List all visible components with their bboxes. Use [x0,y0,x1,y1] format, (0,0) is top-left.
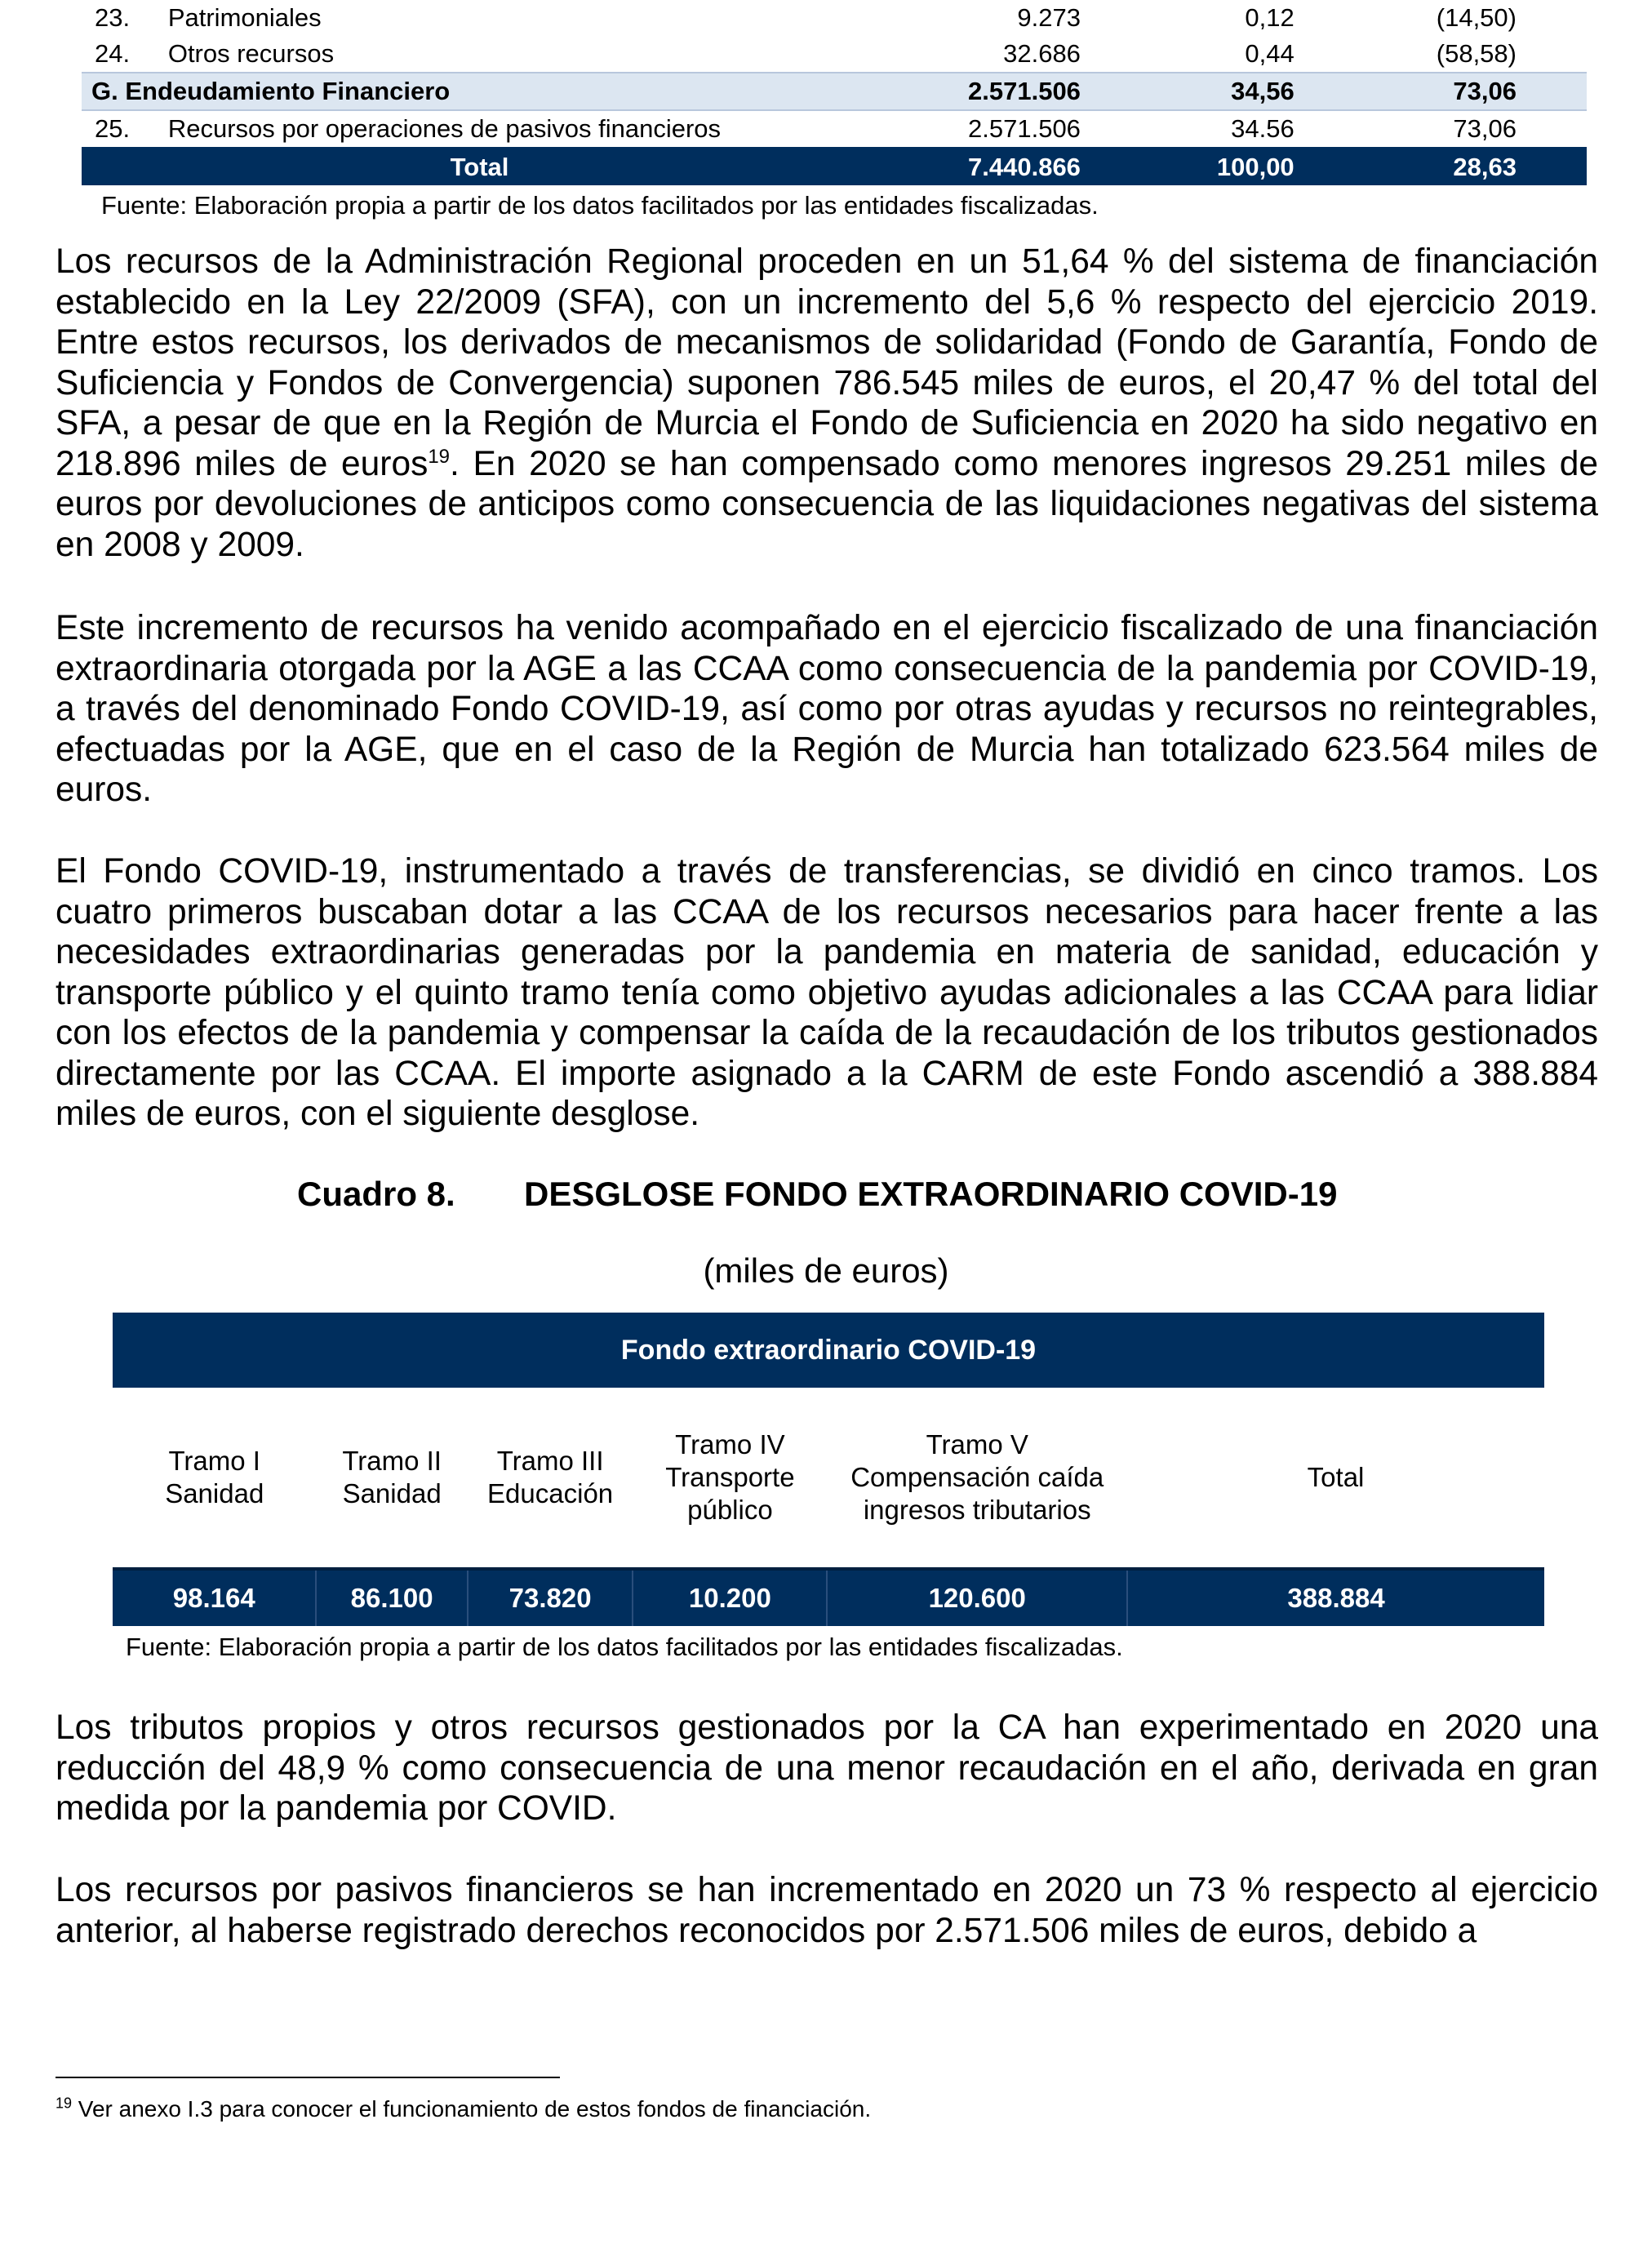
row-number: 24. [95,39,131,68]
column-header: Tramo II Sanidad [342,1446,442,1508]
table-source-note: Fuente: Elaboración propia a partir de los datos facilitados por las entidades fiscalizadas. [101,191,1099,220]
row-value: 2.571.506 [968,114,1081,143]
column-header: Tramo V Compensación caída ingresos tributarios [850,1429,1104,1525]
row-percent: 0,12 [1245,3,1295,32]
column-header: Tramo IV Transporte público [665,1429,795,1525]
caption-title: DESGLOSE FONDO EXTRAORDINARIO COVID-19 [524,1175,1338,1213]
paragraph-covid-financing: Este incremento de recursos ha venido acompañado en el ejercicio fiscalizado de una financiación extraordinaria otorgada por la AGE a las CCAA como consecuencia de la pandemia por COVID-19, a través del denominado Fondo COVID-19, así como por otras ayudas y recursos no reintegrables, efectuadas por la AGE, que en el caso de la Región de Murcia han totalizado 623.564 miles de euros. [56,609,1598,809]
footnote-divider [56,2077,560,2078]
column-header: Total [1307,1462,1365,1492]
row-percent: 34.56 [1231,114,1295,143]
values-row [113,1569,1544,1626]
table-row [82,36,1587,73]
value-cell: 120.600 [827,1569,1127,1626]
group-variation: 73,06 [1306,73,1587,110]
group-value: 2.571.506 [871,73,1092,110]
row-label: Otros recursos [167,39,335,68]
value-cell: 73.820 [468,1569,633,1626]
total-variation: 28,63 [1306,149,1587,186]
table-source-note: Fuente: Elaboración propia a partir de los datos facilitados por las entidades fiscalizadas. [126,1633,1123,1661]
row-variation: (58,58) [1436,39,1517,68]
row-number: 23. [95,3,131,32]
row-label: Patrimoniales [167,3,322,32]
total-percent: 100,00 [1092,149,1306,186]
row-value: 9.273 [1017,3,1081,32]
table-header: Fondo extraordinario COVID-19 [113,1313,1544,1388]
total-label: Total [82,149,871,186]
column-headers [113,1388,1544,1569]
total-row [82,149,1587,186]
row-label: Recursos por operaciones de pasivos financieros [167,114,722,143]
paragraph-own-taxes: Los tributos propios y otros recursos gestionados por la CA han experimentado en 2020 una reducción del 48,9 % como consecuencia de una menor recaudación en el año, derivada en gran medida por la pandemia por COVID. [56,1708,1598,1828]
column-header: Tramo I Sanidad [165,1446,264,1508]
row-variation: 73,06 [1453,114,1517,143]
row-value: 32.686 [1003,39,1081,68]
paragraph-text: . En 2020 se han compensado como menores ingresos 29.251 miles de euros por devoluciones de anticipos como consecuencia de las liquidaciones negativas del sistema en 2008 y 2009. [56,444,1598,564]
paragraph-financial-liabilities: Los recursos por pasivos financieros se han incrementado en 2020 un 73 % respecto al ejercicio anterior, al haberse registrado derechos reconocidos por 2.571.506 miles de euros, debido a [56,1871,1598,1950]
group-row-endeudamiento [82,73,1587,110]
table-unit: (miles de euros) [703,1251,949,1290]
row-number: 25. [95,114,131,143]
group-label: G. Endeudamiento Financiero [82,73,871,110]
total-value: 7.440.866 [871,149,1092,186]
footnote [56,2095,871,2124]
group-percent: 34,56 [1092,73,1306,110]
paragraph-text: Los recursos de la Administración Regional proceden en un 51,64 % del sistema de financiación establecido en la Ley 22/2009 (SFA), con un incremento del 5,6 % respecto del ejercicio 2019. Entre estos recursos, los derivados de mecanismos de solidaridad (Fondo de Garantía, Fondo de Suficiencia y Fondos de Convergencia) suponen 786.545 miles de euros, el 20,47 % del total del SFA, a pesar de que en la Región de Murcia el Fondo de Suficiencia en 2020 ha sido negativo en 218.896 miles de euros [56,242,1598,483]
revenue-table [82,0,1587,185]
footnote-number: 19 [56,2095,73,2112]
footnote-reference[interactable]: 19 [428,445,451,468]
row-percent: 0,44 [1245,39,1295,68]
paragraph-sfa [56,242,1598,565]
caption-number: Cuadro 8. [297,1175,455,1213]
table-row [82,110,1587,149]
table-row [82,0,1587,36]
row-variation: (14,50) [1436,3,1517,32]
footnote-text: Ver anexo I.3 para conocer el funcionamiento de estos fondos de financiación. [72,2096,872,2122]
paragraph-covid-fund: El Fondo COVID-19, instrumentado a través de transferencias, se dividió en cinco tramos. Los cuatro primeros buscaban dotar a las CCAA de los recursos necesarios para hacer frente a las necesidades extraordinarias generadas por la pandemia en materia de sanidad, educación y transporte público y el quinto tramo tenía como objetivo ayudas adicionales a las CCAA para lidiar con los efectos de la pandemia y compensar la caída de la recaudación de los tributos gestionados directamente por las CCAA. El importe asignado a la CARM de este Fondo ascendió a 388.884 miles de euros, con el siguiente desglose. [56,852,1598,1133]
covid-fund-table [113,1313,1544,1626]
value-cell: 10.200 [633,1569,827,1626]
value-cell: 98.164 [113,1569,316,1626]
value-cell: 86.100 [316,1569,467,1626]
column-header: Tramo III Educación [487,1446,614,1508]
value-cell-total: 388.884 [1127,1569,1544,1626]
